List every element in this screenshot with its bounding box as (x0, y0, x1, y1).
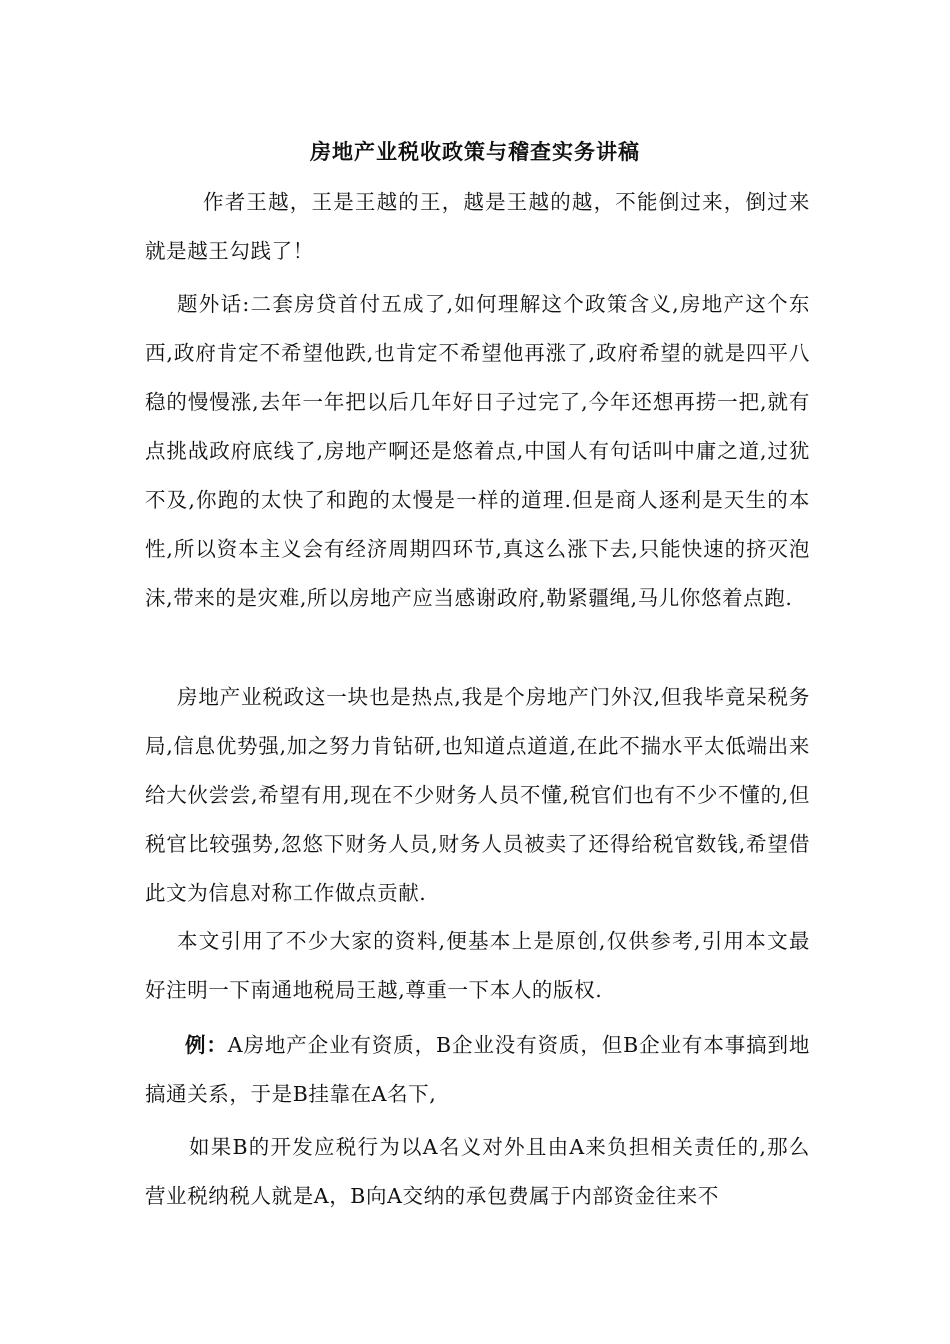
example-text: A房地产企业有资质，B企业没有资质，但B企业有本事搞到地搞通关系，于是B挂靠在A名下, (145, 1033, 811, 1106)
case-paragraph: 如果B的开发应税行为以A名义对外且由A来负担相关责任的,那么营业税纳税人就是A，B向A交纳的承包费属于内部资金往来不 (145, 1135, 810, 1208)
document-title: 房地产业税收政策与稽查实务讲稿 (310, 139, 640, 164)
digression-paragraph: 题外话:二套房贷首付五成了,如何理解这个政策含义,房地产这个东西,政府肯定不希望他跌,也肯定不希望他再涨了,政府希望的就是四平八稳的慢慢涨,去年一年把以后几年好日子过完了,今年还想再捞一把,就有点挑战政府底线了,房地产啊还是悠着点,中国人有句话叫中庸之道,过犹不及,你跑的太快了和跑的太慢是一样的道理.但是商人逐利是天生的本性,所以资本主义会有经济周期四环节,真这么涨下去,只能快速的挤灭泡沫,带来的是灾难,所以房地产应当感谢政府,勒紧疆绳,马儿你悠着点跑. (145, 292, 810, 610)
citation-paragraph: 本文引用了不少大家的资料,便基本上是原创,仅供参考,引用本文最好注明一下南通地税局王越,尊重一下本人的版权. (145, 929, 810, 1002)
example-label: 例： (185, 1033, 228, 1057)
example-paragraph (145, 1021, 810, 1119)
intro-paragraph: 房地产业税政这一块也是热点,我是个房地产门外汉,但我毕竟呆税务局,信息优势强,加之努力肯钻研,也知道点道道,在此不揣水平太低端出来给大伙尝尝,希望有用,现在不少财务人员不懂,税官们也有不少不懂的,但税官比较强势,忽悠下财务人员,财务人员被卖了还得给税官数钱,希望借此文为信息对称工作做点贡献. (145, 685, 810, 905)
author-paragraph: 作者王越，王是王越的王，越是王越的越，不能倒过来，倒过来就是越王勾践了！ (145, 190, 810, 263)
